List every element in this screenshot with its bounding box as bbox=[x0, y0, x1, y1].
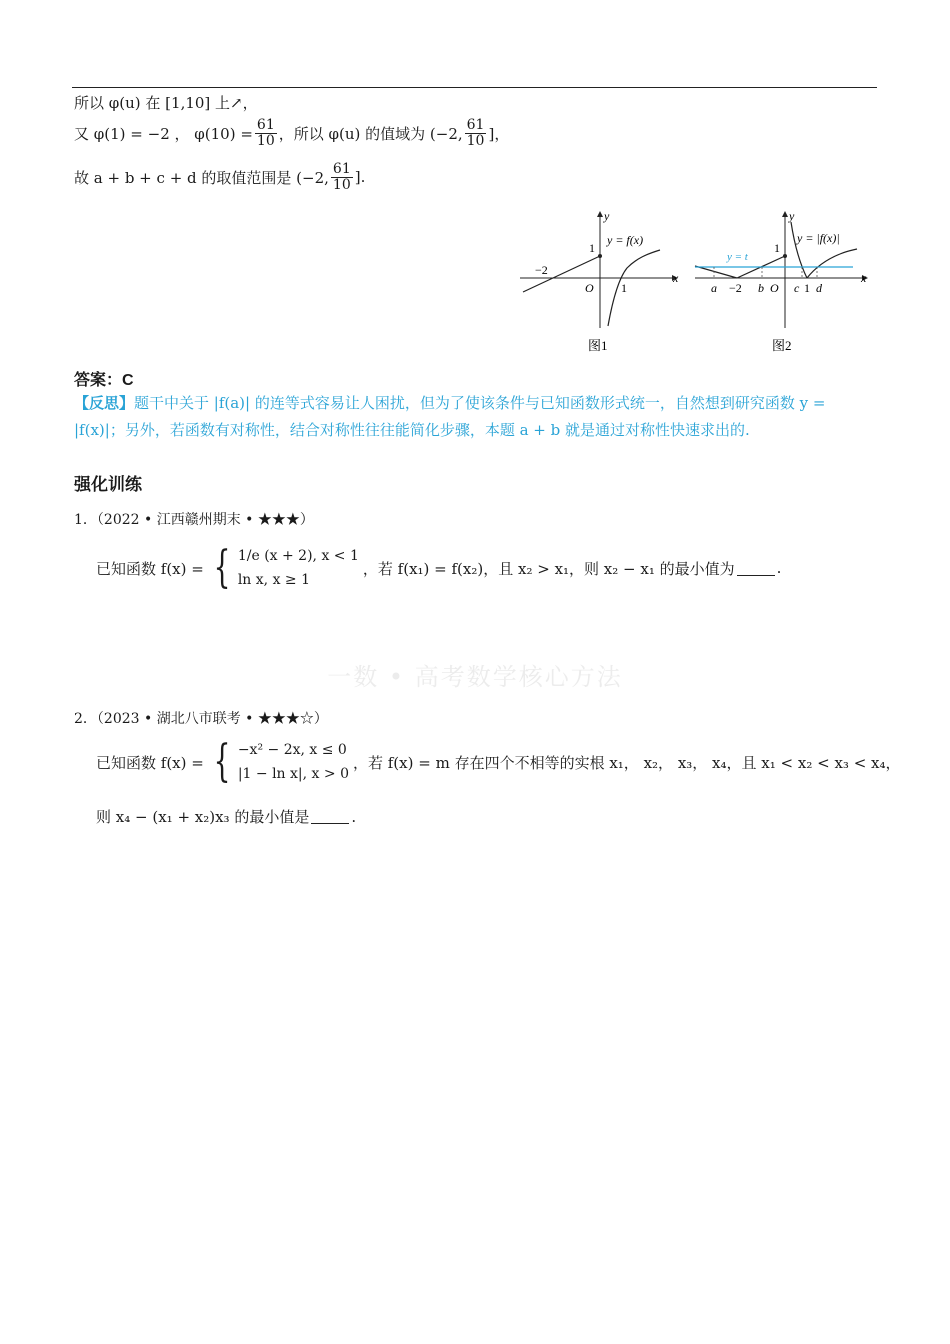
q2-case-1: −x² − 2x, x ≤ 0 bbox=[237, 742, 347, 758]
figure-1-graph bbox=[520, 209, 679, 353]
fig1-caption: 图1 bbox=[588, 338, 608, 353]
solution-text-3a: 故 a + b + c + d 的取值范围是 (−2, bbox=[74, 168, 329, 187]
solution-text-2b: ，所以 φ(u) 的值域为 (−2, bbox=[278, 124, 463, 143]
function-graphs-figure bbox=[515, 208, 875, 358]
fraction: $\frac{61}{10}$ bbox=[256, 117, 275, 149]
solution-text-2a: 又 φ(1) = −2 ， φ(10) = bbox=[74, 124, 253, 143]
fig2-abs-log-right bbox=[807, 249, 857, 278]
answer-label: 答案：C bbox=[74, 372, 134, 389]
fig2-label-d: d bbox=[816, 281, 822, 295]
fig1-label-neg2: −2 bbox=[535, 263, 548, 277]
fig2-label-b: b bbox=[758, 281, 764, 295]
solution-line-3 bbox=[74, 162, 365, 192]
figure-2-graph bbox=[695, 209, 867, 353]
question-2-body bbox=[96, 738, 901, 786]
fig2-point bbox=[783, 254, 787, 258]
fig2-label-1x: 1 bbox=[804, 281, 810, 295]
q1-prefix: 已知函数 f(x) = bbox=[96, 559, 204, 578]
question-2-header: 2．（2023 • 湖北八市联考 • ★★★☆） bbox=[74, 711, 328, 727]
q2-prefix: 已知函数 f(x) = bbox=[96, 753, 204, 772]
fig2-label-neg2: −2 bbox=[729, 281, 742, 295]
q2-answer-blank[interactable] bbox=[311, 809, 349, 824]
fig1-x-label: x bbox=[673, 271, 679, 285]
brace-glyph: { bbox=[213, 736, 231, 787]
reflection-paragraph bbox=[74, 390, 880, 444]
q1-piecewise bbox=[208, 544, 359, 592]
fig1-origin: O bbox=[585, 281, 594, 295]
fig2-curve-label: y = |f(x)| bbox=[797, 231, 840, 245]
q2-suffix: ，若 f(x) = m 存在四个不相等的实根 x₁， x₂， x₃， x₄，且 x₁ < x₂ < x₃ < x₄， bbox=[352, 753, 901, 772]
fig2-line-label: y = t bbox=[727, 251, 748, 263]
question-1-header: 1．（2022 • 江西赣州期末 • ★★★） bbox=[74, 512, 314, 528]
fig2-label-1y: 1 bbox=[774, 241, 780, 255]
solution-line-2 bbox=[74, 118, 509, 148]
fig2-left-piece bbox=[695, 266, 737, 278]
fig2-y-label: y bbox=[789, 209, 795, 223]
fig1-curve-label: y = f(x) bbox=[607, 233, 644, 247]
q1-suffix: ，若 f(x₁) = f(x₂)，且 x₂ > x₁，则 x₂ − x₁ 的最小值为 bbox=[362, 559, 735, 578]
reflection-tag: 【反思】 bbox=[74, 394, 135, 412]
solution-text-1: 所以 φ(u) 在 [1,10] 上↗， bbox=[74, 94, 258, 112]
fig1-label-1y: 1 bbox=[589, 241, 595, 255]
fig2-x-label: x bbox=[861, 271, 867, 285]
solution-text-2c: ]， bbox=[488, 124, 510, 143]
header-rule bbox=[72, 87, 877, 88]
fig1-point bbox=[598, 254, 602, 258]
fig2-label-a: a bbox=[711, 281, 717, 295]
fraction: $\frac{61}{10}$ bbox=[466, 117, 485, 149]
reflection-text: 题干中关于 |f(a)| 的连等式容易让人困扰，但为了使该条件与已知函数形式统一，自然想到研究函数 y = |f(x)|；另外，若函数有对称性，结合对称性往往能简化步骤，本题 a + b 就是通过对称性快速求出的. bbox=[74, 394, 826, 439]
fig1-label-1x: 1 bbox=[621, 281, 627, 295]
brace-glyph: { bbox=[213, 542, 231, 593]
question-1-body: 已知函数 f(x) = { 1/e (x + 2), x < 1 ln x, x ≥ 1 ，若 f(x₁) = f(x₂)，且 x₂ > x₁，则 x₂ − x₁ 的最小值为 . bbox=[96, 542, 782, 593]
q2-piecewise bbox=[208, 738, 349, 786]
fig2-origin: O bbox=[770, 281, 779, 295]
q1-case-2: ln x, x ≥ 1 bbox=[237, 572, 311, 588]
q2-case-2: |1 − ln x|, x > 0 bbox=[237, 766, 349, 782]
solution-line-1 bbox=[74, 92, 258, 113]
watermark: 一数 • 高考数学核心方法 bbox=[327, 663, 623, 691]
fraction: $\frac{61}{10}$ bbox=[332, 161, 351, 193]
q2-line2-text: 则 x₄ − (x₁ + x₂)x₃ 的最小值是 bbox=[96, 808, 310, 826]
q1-answer-blank[interactable] bbox=[737, 561, 775, 576]
fig1-y-label: y bbox=[604, 209, 610, 223]
fig1-log-piece bbox=[608, 250, 660, 326]
section-title: 强化训练 bbox=[74, 475, 142, 494]
question-2-line-2: 则 x₄ − (x₁ + x₂)x₃ 的最小值是 . bbox=[96, 807, 357, 826]
q1-case-1: 1/e (x + 2), x < 1 bbox=[237, 548, 359, 564]
solution-text-3b: ]. bbox=[354, 168, 366, 187]
fig2-label-c: c bbox=[794, 281, 800, 295]
fig2-caption: 图2 bbox=[772, 338, 792, 353]
